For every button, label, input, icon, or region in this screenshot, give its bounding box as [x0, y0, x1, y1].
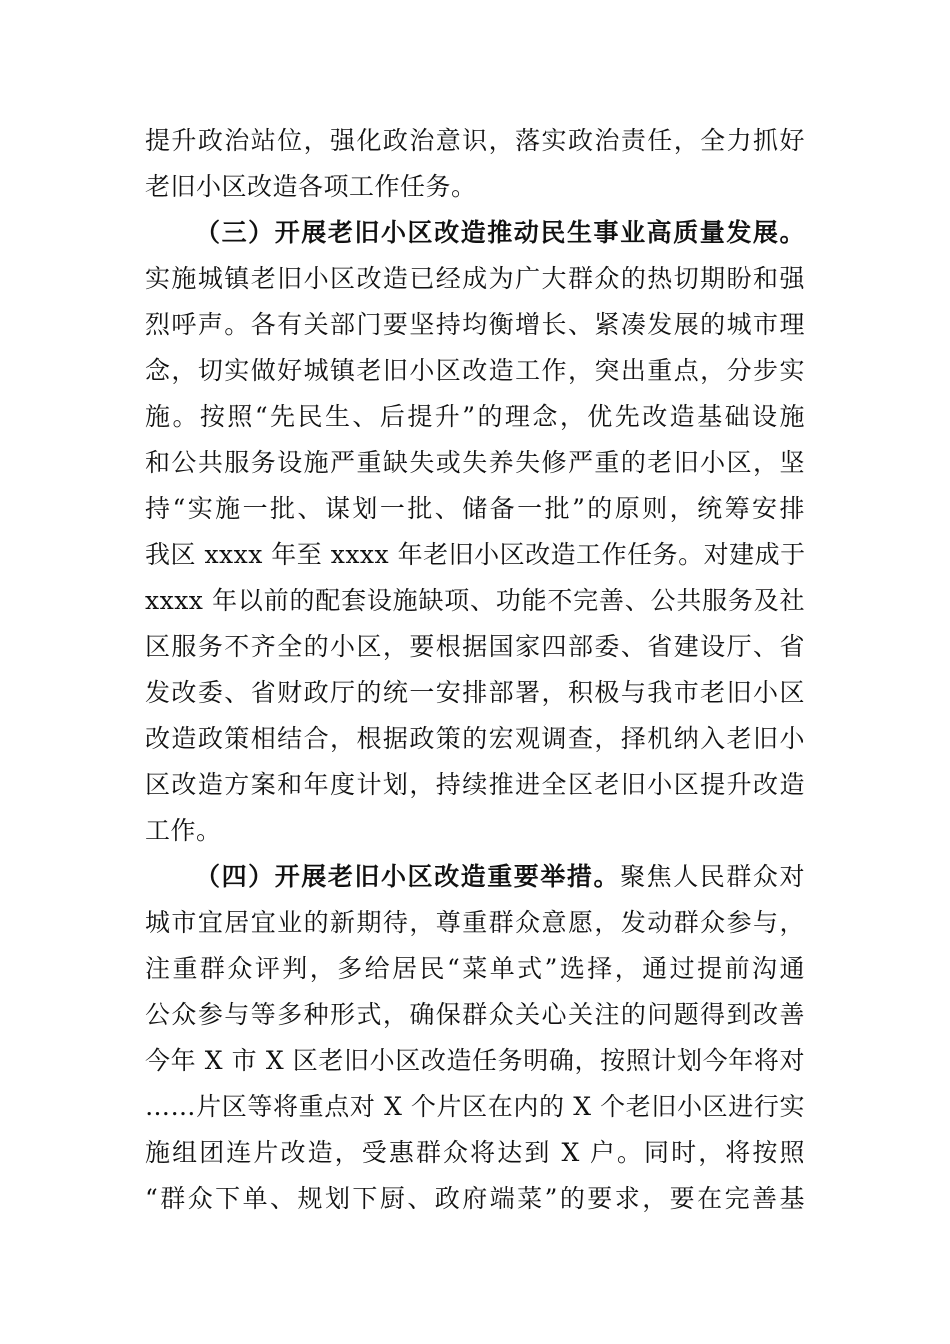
body-text-line: 念，切实做好城镇老旧小区改造工作，突出重点，分步实 [145, 356, 805, 385]
body-text-line: 施。按照“先民生、后提升”的理念，优先改造基础设施 [145, 402, 805, 431]
body-text-line: 区服务不齐全的小区，要根据国家四部委、省建设厅、省 [145, 632, 805, 661]
body-text-line: “群众下单、规划下厨、政府端菜”的要求，要在完善基 [145, 1184, 805, 1213]
body-text-line: 老旧小区改造各项工作任务。 [145, 172, 477, 201]
body-text-line: 今年 X 市 X 区老旧小区改造任务明确，按照计划今年将对 [145, 1046, 805, 1075]
body-text-line: 改造政策相结合，根据政策的宏观调查，择机纳入老旧小 [145, 724, 805, 753]
body-text-line: xxxx 年以前的配套设施缺项、功能不完善、公共服务及社 [145, 586, 805, 615]
body-text-line: 提升政治站位，强化政治意识，落实政治责任，全力抓好 [145, 126, 805, 155]
body-text-line: 烈呼声。各有关部门要坚持均衡增长、紧凑发展的城市理 [145, 310, 805, 339]
body-text-line: 工作。 [145, 816, 222, 845]
body-text-line: 注重群众评判，多给居民“菜单式”选择，通过提前沟通 [145, 954, 805, 983]
section-heading-3: （三）开展老旧小区改造推动民生事业高质量发展。 [195, 218, 805, 247]
body-text-line: ……片区等将重点对 X 个片区在内的 X 个老旧小区进行实 [145, 1092, 805, 1121]
body-text-line: 公众参与等多种形式，确保群众关心关注的问题得到改善 [145, 1000, 805, 1029]
body-text-line: 区改造方案和年度计划，持续推进全区老旧小区提升改造 [145, 770, 805, 799]
body-text-run: 聚焦人民群众对 [620, 862, 805, 891]
body-text-line: 和公共服务设施严重缺失或失养失修严重的老旧小区，坚 [145, 448, 805, 477]
section-heading-4: （四）开展老旧小区改造重要举措。 [195, 862, 621, 891]
body-text-line: 我区 xxxx 年至 xxxx 年老旧小区改造工作任务。对建成于 [145, 540, 806, 569]
section-4-first-line [195, 854, 805, 900]
body-text-line: 发改委、省财政厅的统一安排部署，积极与我市老旧小区 [145, 678, 805, 707]
body-text-line: 实施城镇老旧小区改造已经成为广大群众的热切期盼和强 [145, 264, 805, 293]
body-text-line: 城市宜居宜业的新期待，尊重群众意愿，发动群众参与， [145, 908, 805, 937]
body-text-line: 施组团连片改造，受惠群众将达到 X 户。同时，将按照 [145, 1138, 805, 1167]
body-text-line: 持“实施一批、谋划一批、储备一批”的原则，统筹安排 [145, 494, 805, 523]
